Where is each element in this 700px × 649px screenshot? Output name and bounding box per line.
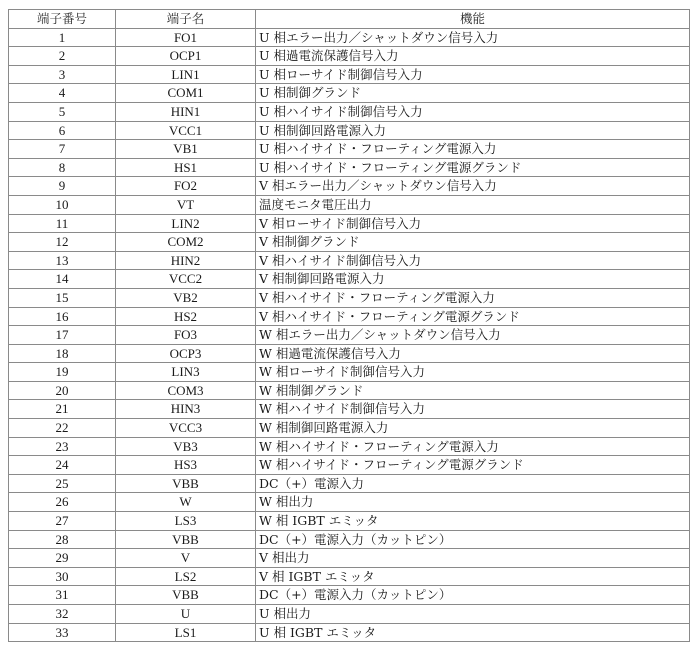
table-row — [9, 530, 690, 549]
pin-number-cell: 16 — [9, 307, 116, 326]
function-cell: U 相制御グランド — [256, 84, 690, 103]
pin-number-cell: 25 — [9, 474, 116, 493]
table-row — [9, 233, 690, 252]
pin-name-cell: VBB — [116, 530, 256, 549]
function-cell: W 相ハイサイド・フローティング電源入力 — [256, 437, 690, 456]
pin-number-cell: 12 — [9, 233, 116, 252]
function-cell: V 相ローサイド制御信号入力 — [256, 214, 690, 233]
pin-number-cell: 24 — [9, 456, 116, 475]
pin-function-table — [8, 9, 690, 642]
table-row — [9, 419, 690, 438]
function-cell: V 相制御グランド — [256, 233, 690, 252]
function-cell: V 相出力 — [256, 549, 690, 568]
pin-name-cell: COM2 — [116, 233, 256, 252]
table-row — [9, 493, 690, 512]
pin-name-cell: HIN1 — [116, 102, 256, 121]
pin-name-cell: COM3 — [116, 381, 256, 400]
function-cell: W 相エラー出力／シャットダウン信号入力 — [256, 326, 690, 345]
function-cell: U 相出力 — [256, 605, 690, 624]
pin-number-cell: 32 — [9, 605, 116, 624]
function-cell: DC（+）電源入力（カットピン） — [256, 530, 690, 549]
pin-number-cell: 5 — [9, 102, 116, 121]
function-cell: W 相過電流保護信号入力 — [256, 344, 690, 363]
function-cell: U 相ハイサイド・フローティング電源グランド — [256, 158, 690, 177]
pin-number-cell: 6 — [9, 121, 116, 140]
pin-number-cell: 7 — [9, 140, 116, 159]
table-row — [9, 307, 690, 326]
pin-number-cell: 4 — [9, 84, 116, 103]
table-row — [9, 400, 690, 419]
header-function: 機能 — [256, 10, 690, 29]
pin-number-cell: 27 — [9, 512, 116, 531]
pin-number-cell: 29 — [9, 549, 116, 568]
table-row — [9, 102, 690, 121]
function-cell: W 相制御グランド — [256, 381, 690, 400]
pin-name-cell: HS2 — [116, 307, 256, 326]
table-row — [9, 47, 690, 66]
pin-number-cell: 8 — [9, 158, 116, 177]
pin-name-cell: U — [116, 605, 256, 624]
function-cell: U 相 IGBT エミッタ — [256, 623, 690, 642]
pin-name-cell: OCP1 — [116, 47, 256, 66]
pin-number-cell: 13 — [9, 251, 116, 270]
pin-number-cell: 9 — [9, 177, 116, 196]
function-cell: U 相制御回路電源入力 — [256, 121, 690, 140]
function-cell: W 相ローサイド制御信号入力 — [256, 363, 690, 382]
pin-name-cell: OCP3 — [116, 344, 256, 363]
table-row — [9, 270, 690, 289]
table-body — [9, 28, 690, 642]
pin-name-cell: W — [116, 493, 256, 512]
pin-number-cell: 31 — [9, 586, 116, 605]
pin-number-cell: 1 — [9, 28, 116, 47]
pin-number-cell: 19 — [9, 363, 116, 382]
table-row — [9, 84, 690, 103]
table-row — [9, 381, 690, 400]
table-row — [9, 177, 690, 196]
pin-name-cell: VBB — [116, 474, 256, 493]
pin-number-cell: 10 — [9, 195, 116, 214]
pin-number-cell: 33 — [9, 623, 116, 642]
pin-name-cell: HIN2 — [116, 251, 256, 270]
pin-name-cell: VCC2 — [116, 270, 256, 289]
pin-name-cell: LIN3 — [116, 363, 256, 382]
function-cell: V 相ハイサイド・フローティング電源グランド — [256, 307, 690, 326]
table-row — [9, 121, 690, 140]
table-row — [9, 363, 690, 382]
function-cell: V 相 IGBT エミッタ — [256, 567, 690, 586]
function-cell: W 相制御回路電源入力 — [256, 419, 690, 438]
pin-name-cell: LS3 — [116, 512, 256, 531]
pin-name-cell: HS1 — [116, 158, 256, 177]
pin-number-cell: 2 — [9, 47, 116, 66]
pin-name-cell: COM1 — [116, 84, 256, 103]
pin-name-cell: FO3 — [116, 326, 256, 345]
pin-name-cell: VT — [116, 195, 256, 214]
function-cell: W 相ハイサイド制御信号入力 — [256, 400, 690, 419]
table-row — [9, 288, 690, 307]
pin-number-cell: 28 — [9, 530, 116, 549]
table-row — [9, 456, 690, 475]
table-row — [9, 158, 690, 177]
pin-name-cell: VCC1 — [116, 121, 256, 140]
function-cell: V 相エラー出力／シャットダウン信号入力 — [256, 177, 690, 196]
function-cell: W 相ハイサイド・フローティング電源グランド — [256, 456, 690, 475]
pin-name-cell: VB3 — [116, 437, 256, 456]
table-row — [9, 586, 690, 605]
pin-number-cell: 30 — [9, 567, 116, 586]
pin-number-cell: 26 — [9, 493, 116, 512]
table-row — [9, 549, 690, 568]
table-row — [9, 65, 690, 84]
function-cell: DC（+）電源入力 — [256, 474, 690, 493]
pin-name-cell: V — [116, 549, 256, 568]
table-row — [9, 567, 690, 586]
function-cell: W 相 IGBT エミッタ — [256, 512, 690, 531]
pin-name-cell: FO2 — [116, 177, 256, 196]
pin-number-cell: 3 — [9, 65, 116, 84]
pin-name-cell: LIN1 — [116, 65, 256, 84]
table-row — [9, 214, 690, 233]
pin-name-cell: HS3 — [116, 456, 256, 475]
table-row — [9, 605, 690, 624]
pin-name-cell: HIN3 — [116, 400, 256, 419]
pin-number-cell: 15 — [9, 288, 116, 307]
pin-name-cell: LS2 — [116, 567, 256, 586]
pin-name-cell: LIN2 — [116, 214, 256, 233]
table-row — [9, 195, 690, 214]
table-row — [9, 140, 690, 159]
pin-name-cell: VB2 — [116, 288, 256, 307]
table-row — [9, 326, 690, 345]
pin-number-cell: 11 — [9, 214, 116, 233]
pin-name-cell: FO1 — [116, 28, 256, 47]
function-cell: U 相ハイサイド制御信号入力 — [256, 102, 690, 121]
function-cell: U 相ハイサイド・フローティング電源入力 — [256, 140, 690, 159]
pin-number-cell: 20 — [9, 381, 116, 400]
header-pin-name: 端子名 — [116, 10, 256, 29]
table-row — [9, 344, 690, 363]
table-row — [9, 474, 690, 493]
function-cell: U 相ローサイド制御信号入力 — [256, 65, 690, 84]
table-row — [9, 28, 690, 47]
table-row — [9, 437, 690, 456]
pin-number-cell: 18 — [9, 344, 116, 363]
pin-number-cell: 14 — [9, 270, 116, 289]
table-row — [9, 251, 690, 270]
pin-name-cell: VBB — [116, 586, 256, 605]
function-cell: W 相出力 — [256, 493, 690, 512]
pin-number-cell: 17 — [9, 326, 116, 345]
function-cell: U 相過電流保護信号入力 — [256, 47, 690, 66]
pin-number-cell: 21 — [9, 400, 116, 419]
pin-name-cell: VCC3 — [116, 419, 256, 438]
table-header-row — [9, 10, 690, 29]
table-row — [9, 623, 690, 642]
function-cell: U 相エラー出力／シャットダウン信号入力 — [256, 28, 690, 47]
pin-number-cell: 22 — [9, 419, 116, 438]
function-cell: V 相ハイサイド・フローティング電源入力 — [256, 288, 690, 307]
table-row — [9, 512, 690, 531]
pin-name-cell: VB1 — [116, 140, 256, 159]
header-pin-number: 端子番号 — [9, 10, 116, 29]
function-cell: V 相制御回路電源入力 — [256, 270, 690, 289]
function-cell: V 相ハイサイド制御信号入力 — [256, 251, 690, 270]
pin-name-cell: LS1 — [116, 623, 256, 642]
function-cell: 温度モニタ電圧出力 — [256, 195, 690, 214]
function-cell: DC（+）電源入力（カットピン） — [256, 586, 690, 605]
pin-number-cell: 23 — [9, 437, 116, 456]
